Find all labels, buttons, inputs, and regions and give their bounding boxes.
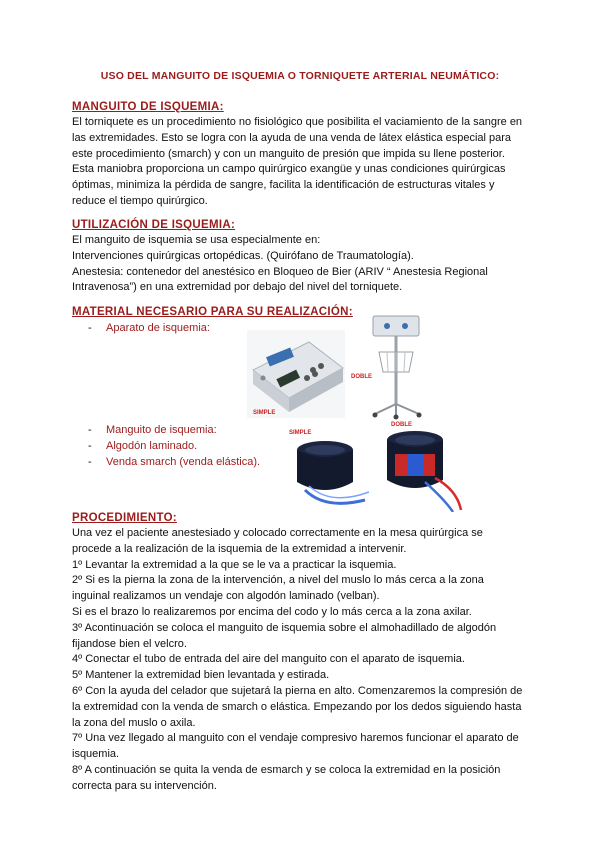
text-line: 7º Una vez llegado al manguito con el vendaje compresivo haremos funcionar el aparato de (72, 732, 519, 745)
text-line: 8º A continuación se quita la venda de esmarch y se coloca la extremidad en la posición (72, 763, 501, 776)
text-line: inguinal realizamos un vendaje con algodón laminado (velban). (72, 590, 380, 603)
list-item: - Venda smarch (venda elástica). (88, 455, 261, 468)
label-doble: DOBLE (391, 422, 412, 428)
isquemia-device-image (247, 312, 447, 420)
heading-procedimiento: PROCEDIMIENTO: (72, 512, 177, 524)
procedimiento-paragraph (72, 526, 542, 795)
text-line: óptimas, minimiza la pérdida de sangre, facilita la identificación de estructuras vitales y (72, 179, 495, 192)
text-line: reduce el tiempo quirúrgico. (72, 194, 208, 207)
text-line: la extremidad con la venda de smarch o elástica. Empezando por los dedos siguiendo hasta (72, 700, 522, 713)
page-title: USO DEL MANGUITO DE ISQUEMIA O TORNIQUETE ARTERIAL NEUMÁTICO: (100, 70, 500, 82)
cuffs-image (285, 420, 465, 512)
text-line: Una vez el paciente anestesiado y colocado correctamente en la mesa quirúrgica se (72, 527, 483, 539)
label-simple: SIMPLE (289, 430, 312, 436)
text-line: Si es el brazo lo realizaremos por encima del codo y lo más cerca a la zona axilar. (72, 605, 472, 618)
text-line: El manguito de isquemia se usa especialmente en: (72, 234, 321, 246)
text-line: isquemia. (72, 748, 120, 761)
text-line: Anestesia: contenedor del anestésico en Bloqueo de Bier (ARIV “ Anestesia Regional (72, 265, 488, 278)
list-item: - Algodón laminado. (88, 439, 198, 452)
text-line: procede a la realización de la isquemia de la extremidad a intervenir. (72, 542, 407, 555)
list-item: - Aparato de isquemia: (88, 322, 210, 334)
manguito-paragraph (72, 115, 532, 210)
heading-utilizacion: UTILIZACIÓN DE ISQUEMIA: (72, 219, 236, 231)
text-line: 6º Con la ayuda del celador que sujetará la pierna en alto. Comenzaremos la compresión de (72, 684, 523, 697)
text-line: la zona del muslo o axila. (72, 716, 196, 729)
text-line: Intravenosa”) en una extremidad por debajo del nivel del torniquete. (72, 281, 403, 294)
utilizacion-paragraph (72, 233, 532, 296)
text-line: 5º Mantener la extremidad bien levantada y estirada. (72, 669, 330, 682)
heading-manguito: MANGUITO DE ISQUEMIA: (72, 101, 224, 113)
text-line: las extremidades. Esto se logra con la ayuda de una venda de látex elástica especial para (72, 131, 512, 144)
material-list-device (88, 321, 210, 337)
material-list (88, 423, 260, 470)
label-simple: SIMPLE (253, 410, 276, 416)
label-doble: DOBLE (351, 374, 372, 380)
text-line: 2º Si es la pierna la zona de la intervención, a nivel del muslo lo más cerca a la zona (72, 574, 484, 587)
list-item: - Manguito de isquemia: (88, 424, 217, 436)
text-line: correcta para su intervención. (72, 779, 217, 792)
text-line: El torniquete es un procedimiento no fisiológico que posibilita el vaciamiento de la sangre en (72, 116, 523, 128)
text-line: 1º Levantar la extremidad a la que se le va a practicar la isquemia. (72, 558, 397, 571)
text-line: 3º Acontinuación se coloca el manguito de isquemia sobre el almohadillado de algodón (72, 621, 497, 634)
text-line: fijandose bien el velcro. (72, 637, 187, 650)
text-line: este procedimiento (smarch) y con un manguito de presión que impida su llene posterior. (72, 147, 505, 160)
heading-material: MATERIAL NECESARIO PARA SU REALIZACIÓN: (72, 306, 353, 318)
text-line: Intervenciones quirúrgicas ortopédicas. (Quirófano de Traumatología). (72, 249, 414, 262)
text-line: Esta maniobra proporciona un campo quirúrgico exangüe y unas condiciones quirúrgicas (72, 163, 506, 176)
text-line: 4º Conectar el tubo de entrada del aire del manguito con el aparato de isquemia. (72, 653, 465, 666)
